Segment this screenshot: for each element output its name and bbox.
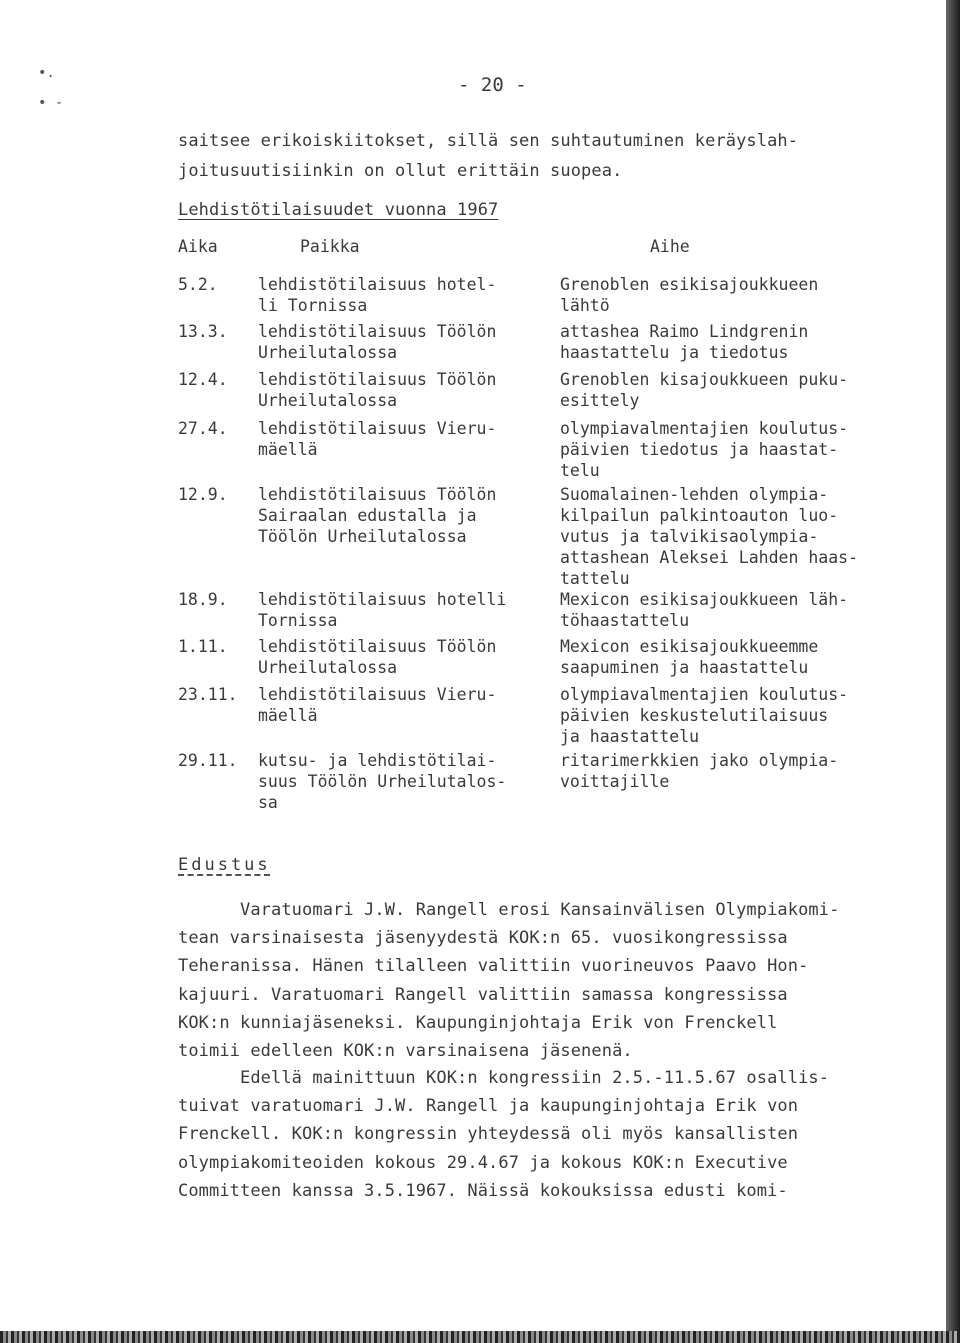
table-row-place: lehdistötilaisuus Töölön	[258, 370, 497, 389]
table-row-topic: attashea Raimo Lindgrenin	[560, 322, 809, 341]
table-row-date: 29.11.	[178, 751, 238, 770]
table-row-place: mäellä	[258, 440, 318, 459]
table-row-topic: Grenoblen esikisajoukkueen	[560, 275, 819, 294]
table-row-place: lehdistötilaisuus Vieru-	[258, 685, 497, 704]
paragraph-line: Teheranissa. Hänen tilalleen valittiin vuorineuvos Paavo Hon-	[178, 956, 809, 977]
table-row-topic: tattelu	[560, 569, 630, 588]
header-aika: Aika	[178, 237, 218, 256]
table-row-topic: haastattelu ja tiedotus	[560, 343, 789, 362]
table-row-date: 12.9.	[178, 485, 228, 504]
table-row-place: lehdistötilaisuus Töölön	[258, 485, 497, 504]
scan-edge-bottom	[0, 1331, 960, 1343]
table-row-topic: päivien tiedotus ja haastat-	[560, 440, 839, 459]
table-row-place: mäellä	[258, 706, 318, 725]
table-row-topic: töhaastattelu	[560, 611, 690, 630]
table-row-place: Urheilutalossa	[258, 343, 398, 362]
table-row-topic: esittely	[560, 391, 640, 410]
intro-line-1: saitsee erikoiskiitokset, sillä sen suhtautuminen keräyslah-	[178, 131, 799, 151]
table-row-place: lehdistötilaisuus Vieru-	[258, 419, 497, 438]
header-paikka: Paikka	[300, 237, 360, 256]
paragraph-line: Committeen kanssa 3.5.1967. Näissä kokouksissa edusti komi-	[178, 1180, 788, 1201]
table-row-topic: Grenoblen kisajoukkueen puku-	[560, 370, 849, 389]
paragraph-line: tean varsinaisesta jäsenyydestä KOK:n 65. vuosikongressissa	[178, 928, 788, 949]
table-row-date: 23.11.	[178, 685, 238, 704]
intro-line-2: joitusuutisiinkin on ollut erittäin suopea.	[178, 161, 623, 181]
edustus-title: Edustus	[178, 855, 271, 875]
table-row-topic: telu	[560, 461, 600, 480]
table-row-topic: lähtö	[560, 296, 610, 315]
table-row-place: Urheilutalossa	[258, 391, 398, 410]
table-row-date: 18.9.	[178, 590, 228, 609]
table-row-topic: olympiavalmentajien koulutus-	[560, 685, 849, 704]
table-row-topic: attashean Aleksei Lahden haas-	[560, 548, 859, 567]
table-row-date: 1.11.	[178, 637, 228, 656]
paragraph-line: tuivat varatuomari J.W. Rangell ja kaupunginjohtaja Erik von	[178, 1096, 799, 1117]
table-row-topic: Mexicon esikisajoukkueen läh-	[560, 590, 849, 609]
paragraph-line: Frenckell. KOK:n kongressin yhteydessä oli myös kansallisten	[178, 1124, 799, 1145]
table-row-place: li Tornissa	[258, 296, 368, 315]
table-row-date: 12.4.	[178, 370, 228, 389]
table-row-date: 13.3.	[178, 322, 228, 341]
table-row-place: Urheilutalossa	[258, 658, 398, 677]
paragraph-line: toimii edelleen KOK:n varsinaisena jäsenenä.	[178, 1041, 633, 1061]
table-row-topic: olympiavalmentajien koulutus-	[560, 419, 849, 438]
table-row-topic: päivien keskustelutilaisuus	[560, 706, 829, 725]
table-row-topic: ja haastattelu	[560, 727, 700, 746]
table-row-date: 27.4.	[178, 419, 228, 438]
table-row-place: Sairaalan edustalla ja	[258, 506, 477, 525]
table-row-place: Töölön Urheilutalossa	[258, 527, 467, 546]
page-number: - 20 -	[458, 74, 527, 96]
table-row-topic: Mexicon esikisajoukkueemme	[560, 637, 819, 656]
paragraph-line: KOK:n kunniajäseneksi. Kaupunginjohtaja Erik von Frenckell	[178, 1012, 778, 1033]
table-row-date: 5.2.	[178, 275, 218, 294]
table-row-place: suus Töölön Urheilutalos-	[258, 772, 507, 791]
section-title: Lehdistötilaisuudet vuonna 1967	[178, 200, 499, 220]
table-row-place: kutsu- ja lehdistötilai-	[258, 751, 497, 770]
table-row-topic: vutus ja talvikisaolympia-	[560, 527, 819, 546]
header-aihe: Aihe	[650, 237, 690, 256]
paragraph-line: olympiakomiteoiden kokous 29.4.67 ja kokous KOK:n Executive	[178, 1152, 788, 1173]
table-row-place: lehdistötilaisuus hotel-	[258, 275, 497, 294]
table-row-topic: saapuminen ja haastattelu	[560, 658, 809, 677]
scan-edge-right	[946, 0, 960, 1343]
paragraph-line: Edellä mainittuun KOK:n kongressiin 2.5.-11.5.67 osallis-	[178, 1068, 830, 1088]
table-row-place: lehdistötilaisuus Töölön	[258, 637, 497, 656]
scan-specks: •. • -	[38, 65, 64, 111]
table-row-place: Tornissa	[258, 611, 338, 630]
paragraph-line: kajuuri. Varatuomari Rangell valittiin samassa kongressissa	[178, 984, 788, 1005]
table-row-topic: kilpailun palkintoauton luo-	[560, 506, 839, 525]
table-row-place: lehdistötilaisuus hotelli	[258, 590, 507, 609]
paragraph-line: Varatuomari J.W. Rangell erosi Kansainvälisen Olympiakomi-	[178, 900, 840, 920]
table-row-place: sa	[258, 793, 278, 812]
table-row-topic: voittajille	[560, 772, 670, 791]
table-row-topic: Suomalainen-lehden olympia-	[560, 485, 829, 504]
table-row-topic: ritarimerkkien jako olympia-	[560, 751, 839, 770]
table-row-place: lehdistötilaisuus Töölön	[258, 322, 497, 341]
